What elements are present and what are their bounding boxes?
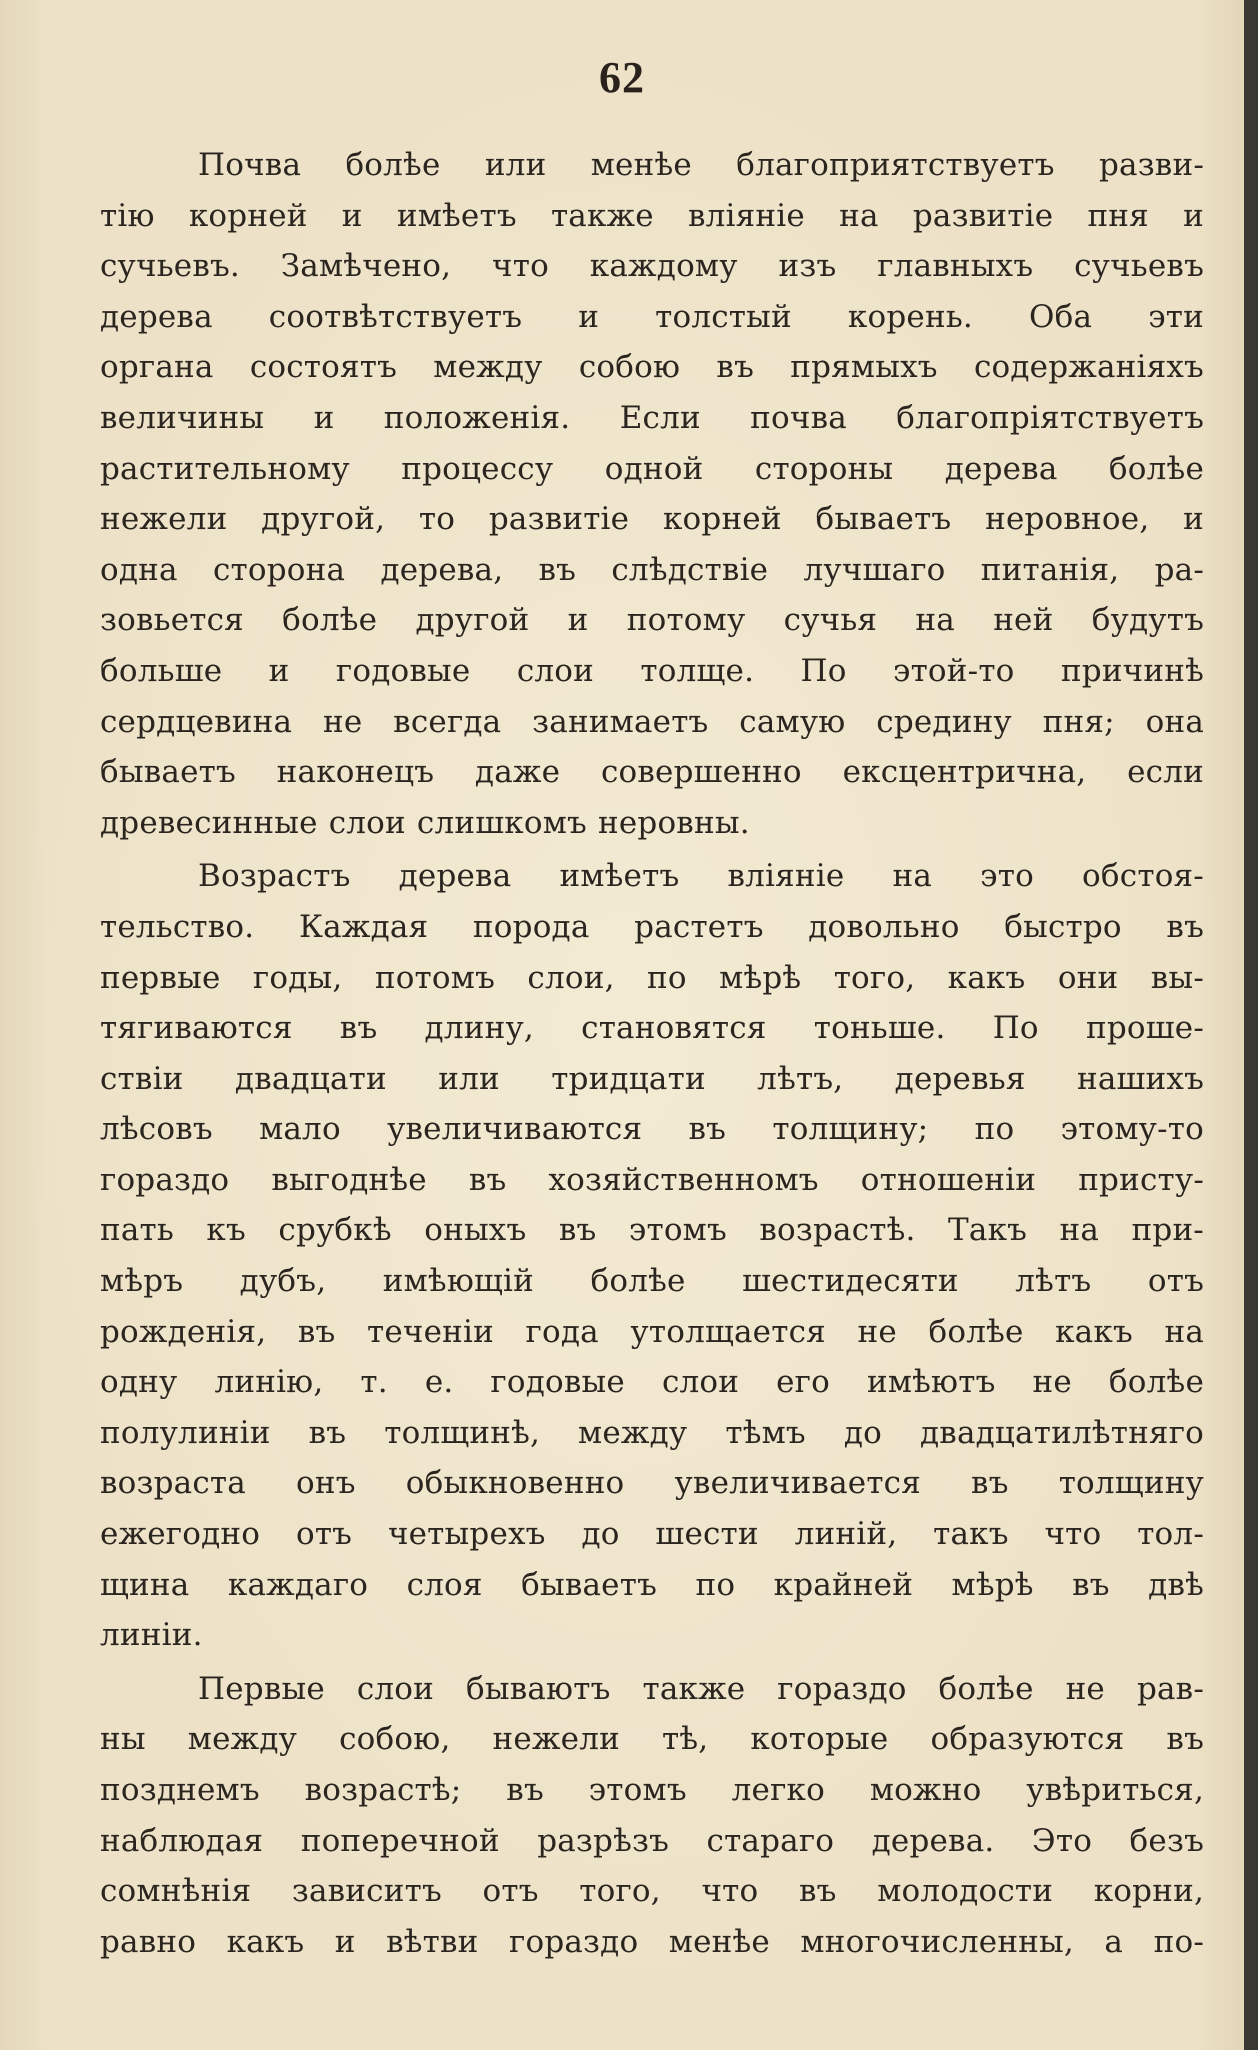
text-line: больше и годовые слои толще. По этой-то причинѣ	[100, 652, 1204, 689]
text-line: бываетъ наконецъ даже совершенно ексцентрична, если	[100, 754, 1204, 791]
text-line: Почва болѣе или менѣе благоприятствуетъ разви-	[198, 147, 1204, 183]
text-line: гораздо выгоднѣе въ хозяйственномъ отношеніи присту-	[100, 1161, 1204, 1198]
text-line: Первые слои бываютъ также гораздо болѣе не рав-	[198, 1670, 1204, 1707]
text-line: сердцевина не всегда занимаетъ самую средину пня; она	[100, 703, 1204, 740]
text-line: лѣсовъ мало увеличиваются въ толщину; по этому-то	[100, 1111, 1204, 1148]
text-line: величины и положенія. Если почва благопріятствуетъ	[100, 399, 1204, 436]
text-line: щина каждаго слоя бываетъ по крайней мѣрѣ въ двѣ	[100, 1566, 1204, 1603]
text-line: зовьется болѣе другой и потому сучья на ней будутъ	[100, 602, 1204, 639]
text-line: одна сторона дерева, въ слѣдствіе лучшаго питанія, ра-	[100, 551, 1204, 588]
text-line: одну линію, т. е. годовые слои его имѣютъ не болѣе	[100, 1364, 1204, 1401]
text-line: возраста онъ обыкновенно увеличивается въ толщину	[100, 1465, 1204, 1502]
text-line: пать къ срубкѣ оныхъ въ этомъ возрастѣ. Такъ на при-	[100, 1212, 1204, 1249]
text-line: органа состоятъ между собою въ прямыхъ содержаніяхъ	[100, 349, 1204, 386]
text-line: рожденія, въ теченіи года утолщается не болѣе какъ на	[100, 1313, 1204, 1350]
text-line: Возрастъ дерева имѣетъ вліяніе на это обстоя-	[198, 858, 1204, 895]
page-text	[100, 140, 1204, 1967]
text-line: позднемъ возрастѣ; въ этомъ легко можно увѣриться,	[100, 1772, 1204, 1808]
text-line: мѣръ дубъ, имѣющій болѣе шестидесяти лѣтъ отъ	[100, 1263, 1204, 1300]
text-line: тію корней и имѣетъ также вліяніе на развитіе пня и	[100, 197, 1204, 234]
text-line: ежегодно отъ четырехъ до шести линій, такъ что тол-	[100, 1516, 1204, 1553]
text-line: ствіи двадцати или тридцати лѣтъ, деревья нашихъ	[100, 1060, 1204, 1097]
text-line: сучьевъ. Замѣчено, что каждому изъ главныхъ сучьевъ	[100, 248, 1204, 285]
text-line: линіи.	[100, 1617, 203, 1654]
page-number: 62	[599, 53, 645, 102]
paragraph-layers	[100, 1664, 1204, 1968]
text-line: сомнѣнія зависитъ отъ того, что въ молодости корни,	[100, 1873, 1204, 1910]
text-line: древесинные слои слишкомъ неровны.	[100, 804, 750, 841]
text-line: равно какъ и вѣтви гораздо менѣе многочисленны, а по-	[100, 1923, 1204, 1960]
text-line: тягиваются въ длину, становятся тоньше. По проше-	[100, 1010, 1204, 1047]
paragraph-soil	[100, 140, 1204, 848]
text-line: растительному процессу одной стороны дерева болѣе	[100, 450, 1204, 487]
text-line: тельство. Каждая порода растетъ довольно быстро въ	[100, 908, 1204, 945]
text-line: нежели другой, то развитіе корней бываетъ неровное, и	[100, 501, 1204, 538]
text-line: наблюдая поперечной разрѣзъ стараго дерева. Это безъ	[100, 1822, 1204, 1859]
text-line: полулиніи въ толщинѣ, между тѣмъ до двадцатилѣтняго	[100, 1414, 1204, 1451]
text-line: первые годы, потомъ слои, по мѣрѣ того, какъ они вы-	[100, 959, 1204, 996]
text-line: дерева соотвѣтствуетъ и толстый корень. Оба эти	[100, 298, 1204, 335]
paragraph-age	[100, 851, 1204, 1661]
text-line: ны между собою, нежели тѣ, которые образуются въ	[100, 1721, 1204, 1758]
